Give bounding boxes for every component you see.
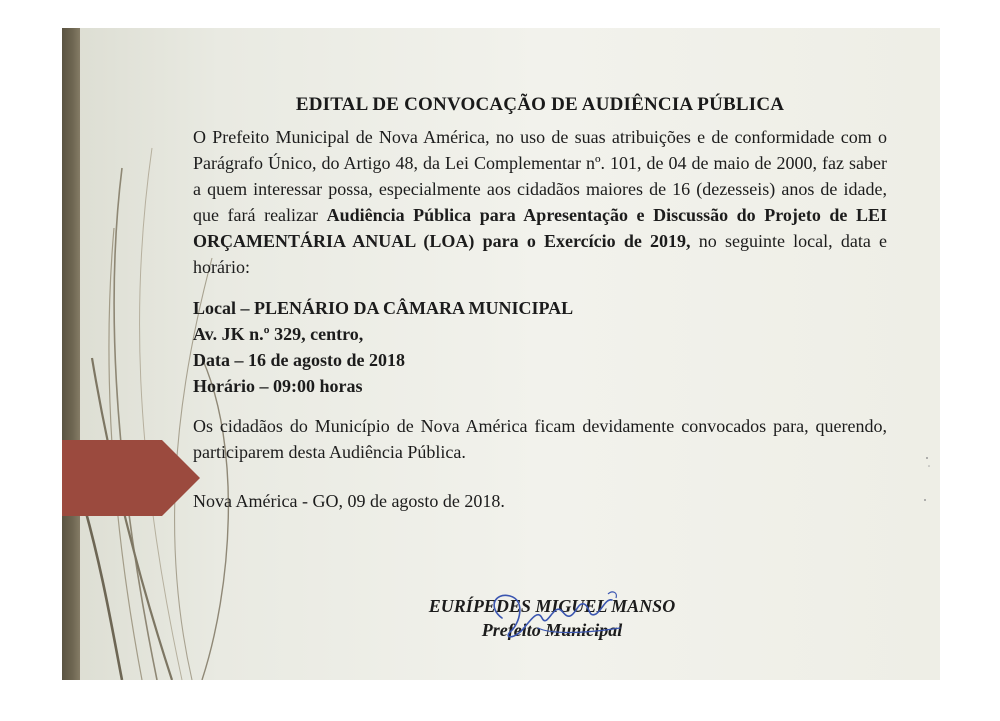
intro-paragraph bbox=[193, 124, 887, 280]
signatory-name: EURÍPEDES MIGUEL MANSO bbox=[428, 596, 676, 616]
event-details bbox=[193, 295, 887, 399]
closing-paragraph: Os cidadãos do Município de Nova América ficam devidamente convocados para, querendo, participarem desta Audiência Pública. bbox=[193, 416, 887, 462]
event-location: Local – PLENÁRIO DA CÂMARA MUNICIPAL bbox=[193, 298, 574, 318]
place-and-date: Nova América - GO, 09 de agosto de 2018. bbox=[193, 491, 505, 511]
document-body bbox=[193, 92, 887, 514]
intro-text-end: no seguinte local, data e horário: bbox=[193, 231, 887, 277]
event-date: Data – 16 de agosto de 2018 bbox=[193, 350, 405, 370]
intro-text-start: O Prefeito Municipal de Nova América, no uso de suas atribuições e de conformidade com o Parágrafo Único, do Artigo 48, da Lei Complementar nº. 101, de 04 de maio de 2000, faz saber a quem interessar possa, especialmente aos cidadãos maiores de 16 (dezesseis) anos de idade, que fará realizar bbox=[193, 127, 887, 225]
document-sheet bbox=[62, 28, 940, 680]
decorative-arrow-shape bbox=[62, 440, 202, 516]
signatory-role: Prefeito Municipal bbox=[481, 620, 623, 640]
handwritten-signature bbox=[480, 588, 660, 650]
intro-text-bold: Audiência Pública para Apresentação e Discussão do Projeto de LEI ORÇAMENTÁRIA ANUAL (LOA) para o Exercício de 2019, bbox=[193, 205, 887, 251]
event-time: Horário – 09:00 horas bbox=[193, 376, 363, 396]
event-address: Av. JK n.º 329, centro, bbox=[193, 324, 364, 344]
document-title: EDITAL DE CONVOCAÇÃO DE AUDIÊNCIA PÚBLICA bbox=[295, 94, 785, 115]
scan-specks bbox=[915, 440, 945, 520]
